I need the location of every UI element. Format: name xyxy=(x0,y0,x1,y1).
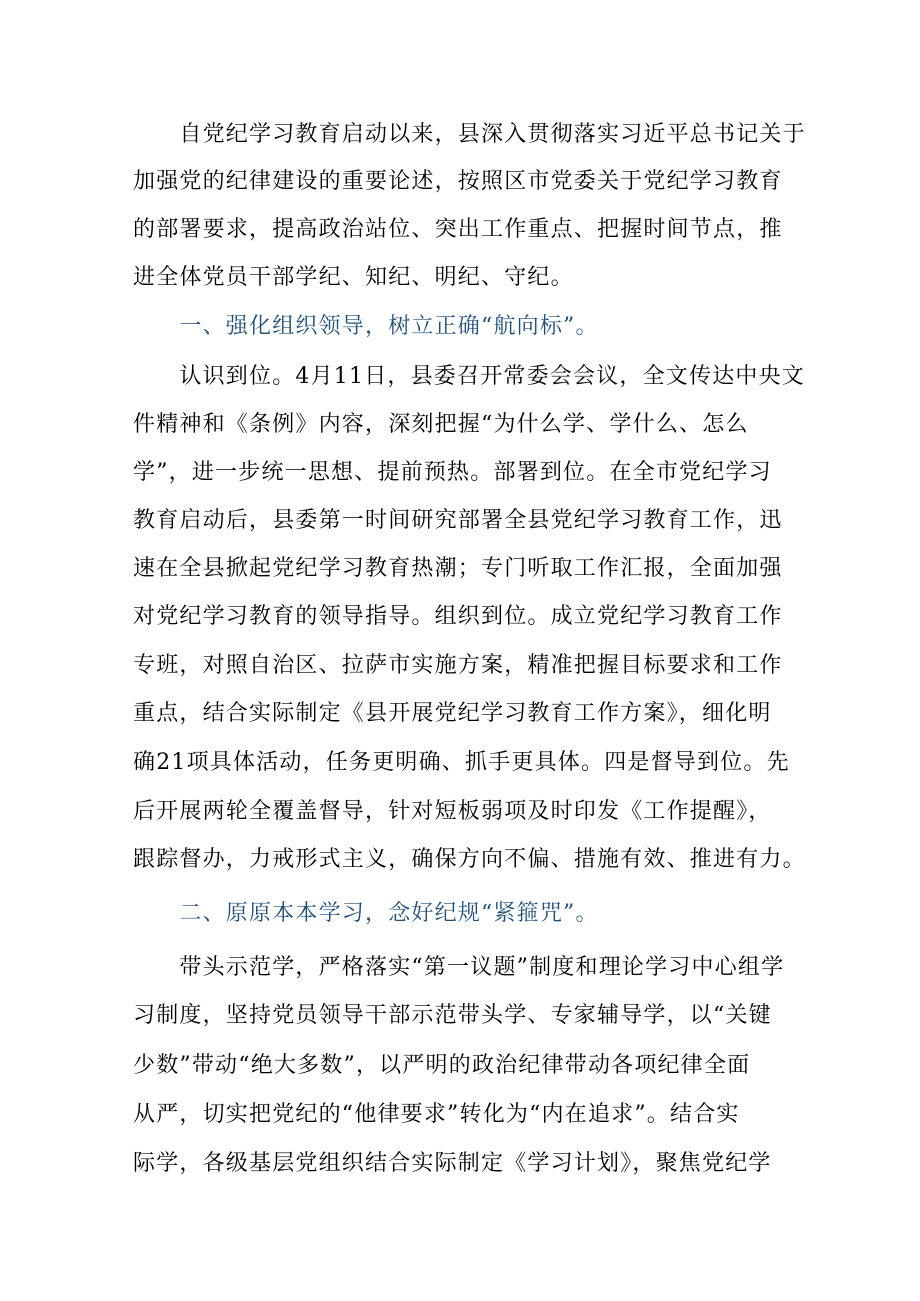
paragraph-line: 重点，结合实际制定《县开展党纪学习教育工作方案》，细化明 xyxy=(133,701,772,726)
paragraph-line: 专班，对照自治区、拉萨市实施方案，精准把握目标要求和工作 xyxy=(133,653,783,678)
paragraph-line: 带头示范学，严格落实“第一议题”制度和理论学习中心组学 xyxy=(133,955,785,980)
paragraph-line: 加强党的纪律建设的重要论述，按照区市党委关于党纪学习教育 xyxy=(133,169,783,194)
paragraph-line: 教育启动后，县委第一时间研究部署全县党纪学习教育工作，迅 xyxy=(133,508,783,533)
paragraph-line: 对党纪学习教育的领导指导。组织到位。成立党纪学习教育工作 xyxy=(133,604,783,629)
paragraph-line: 从严，切实把党纪的“他律要求”转化为“内在追求”。结合实 xyxy=(133,1102,740,1127)
paragraph-line: 跟踪督办，力戒形式主义，确保方向不偏、措施有效、推进有力。 xyxy=(133,847,806,872)
paragraph-line: 确21项具体活动，任务更明确、抓手更具体。四是督导到位。先 xyxy=(133,750,790,775)
paragraph-line: 自党纪学习教育启动以来，县深入贯彻落实习近平总书记关于 xyxy=(133,122,806,147)
paragraph-line: 学”，进一步统一思想、提前预热。部署到位。在全市党纪学习 xyxy=(133,460,772,485)
paragraph-line: 件精神和《条例》内容，深刻把握“为什么学、学什么、怎么 xyxy=(133,412,749,437)
paragraph-line: 际学，各级基层党组织结合实际制定《学习计划》，聚焦党纪学 xyxy=(133,1151,772,1176)
paragraph-line: 认识到位。4月11日，县委召开常委会会议，全文传达中央文 xyxy=(133,364,805,389)
paragraph-line: 少数”带动“绝大多数”，以严明的政治纪律带动各项纪律全面 xyxy=(133,1053,751,1078)
paragraph-line: 后开展两轮全覆盖督导，针对短板弱项及时印发《工作提醒》， xyxy=(133,799,772,824)
section-heading-2: 二、原原本本学习，念好纪规“紧箍咒”。 xyxy=(133,901,599,926)
paragraph-line: 进全体党员干部学纪、知纪、明纪、守纪。 xyxy=(133,265,574,290)
section-heading-1: 一、强化组织领导，树立正确“航向标”。 xyxy=(133,314,599,339)
paragraph-line: 习制度，坚持党员领导干部示范带头学、专家辅导学，以“关键 xyxy=(133,1003,772,1028)
paragraph-line: 的部署要求，提高政治站位、突出工作重点、把握时间节点，推 xyxy=(133,217,783,242)
paragraph-line: 速在全县掀起党纪学习教育热潮；专门听取工作汇报，全面加强 xyxy=(133,556,783,581)
